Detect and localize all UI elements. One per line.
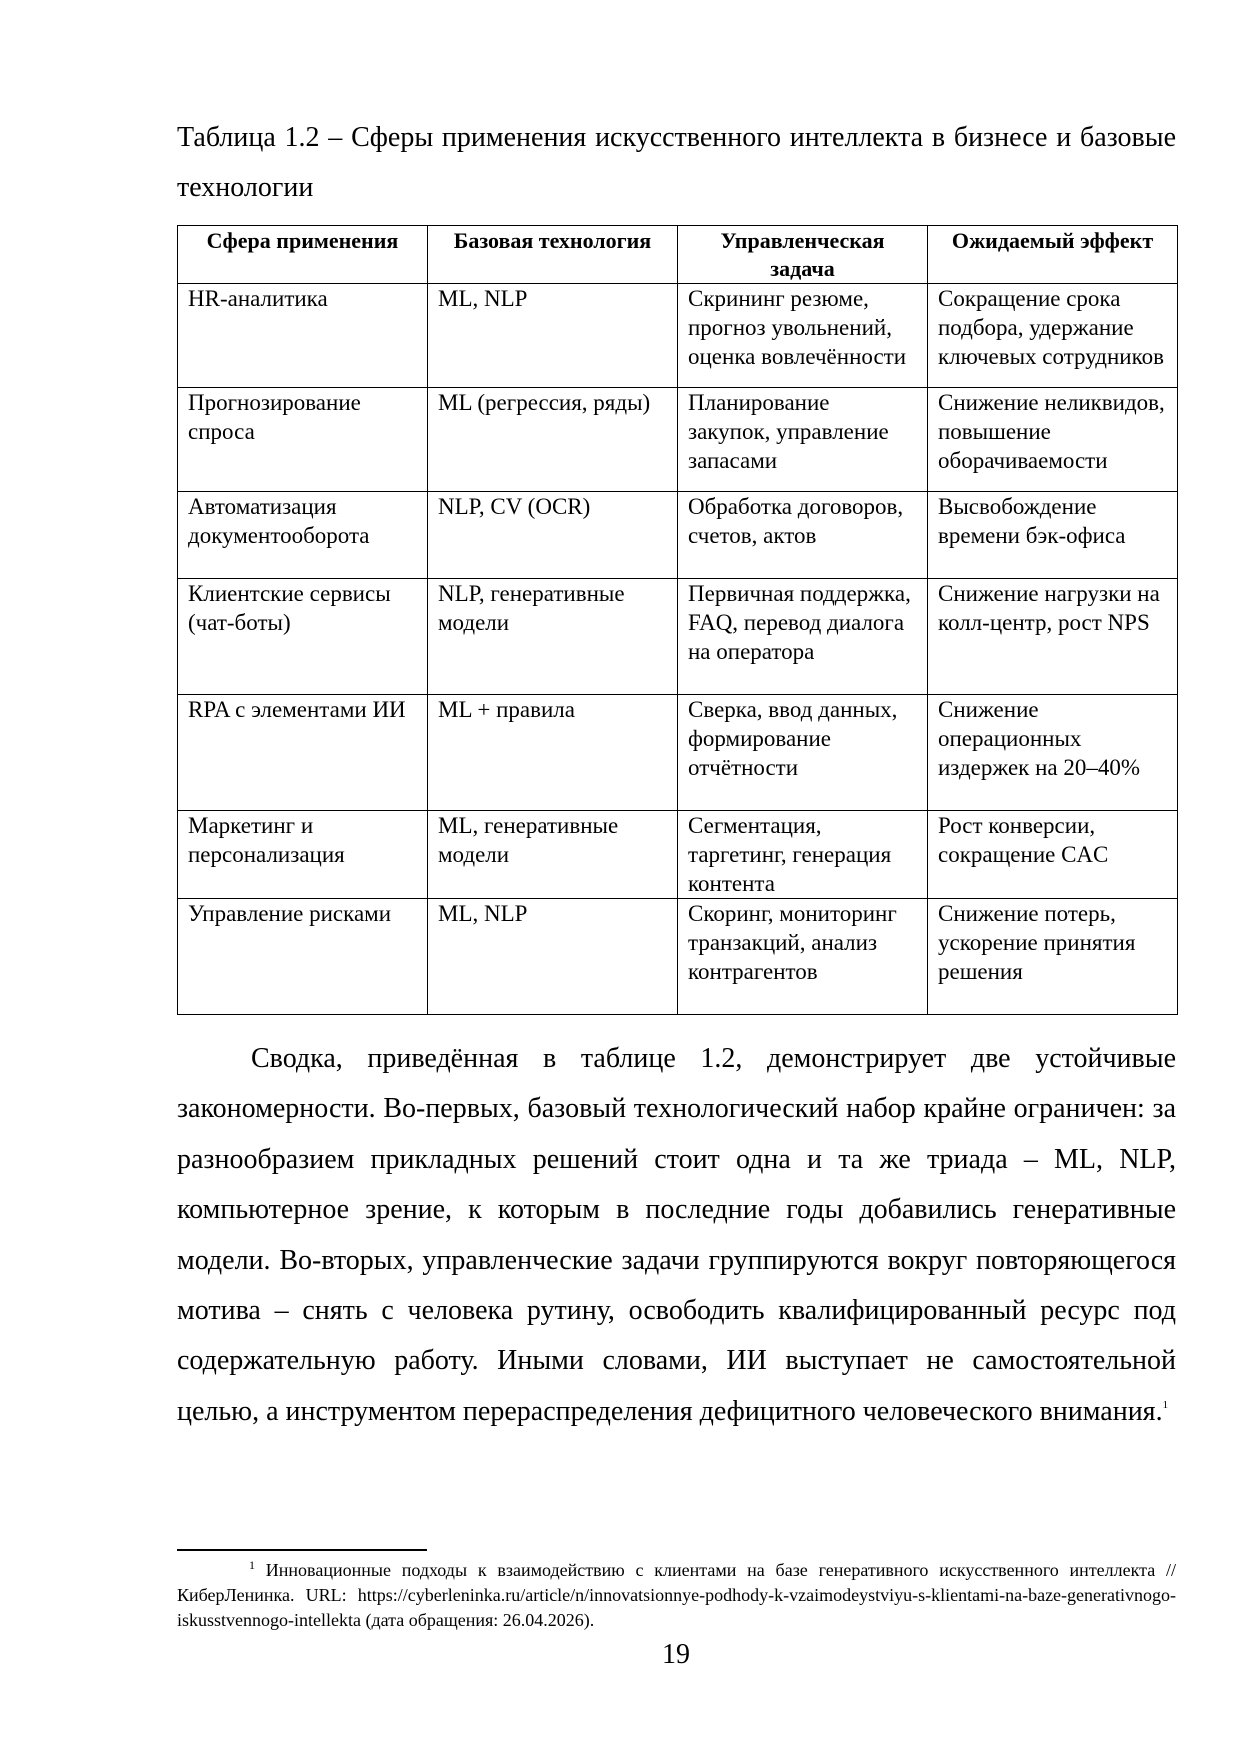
table-cell: Обработка договоров, счетов, актов	[678, 492, 928, 579]
column-header: Ожидаемый эффект	[928, 226, 1178, 284]
body-paragraph	[177, 1034, 1176, 1437]
table-cell: Снижение операционных издержек на 20–40%	[928, 695, 1178, 811]
table-cell: Рост конверсии, сокращение CAC	[928, 811, 1178, 899]
table-row	[178, 899, 1178, 1015]
table-cell: Маркетинг и персонализация	[178, 811, 428, 899]
table-cell: Клиентские сервисы (чат-боты)	[178, 579, 428, 695]
table-row	[178, 492, 1178, 579]
table-cell: Снижение неликвидов, повышение оборачиваемости	[928, 388, 1178, 492]
table-cell: RPA с элементами ИИ	[178, 695, 428, 811]
table-cell: ML, генеративные модели	[428, 811, 678, 899]
table-cell: NLP, CV (OCR)	[428, 492, 678, 579]
ai-applications-table	[177, 225, 1178, 1015]
table-cell: Первичная поддержка, FAQ, перевод диалога на оператора	[678, 579, 928, 695]
footnote	[177, 1558, 1176, 1633]
table-cell: ML + правила	[428, 695, 678, 811]
table-cell: Снижение нагрузки на колл-центр, рост NPS	[928, 579, 1178, 695]
table-cell: Сокращение срока подбора, удержание ключевых сотрудников	[928, 284, 1178, 388]
footnote-text: Инновационные подходы к взаимодействию с клиентами на базе генеративного искусственного интеллекта // КиберЛенинка. URL: https://cyberleninka.ru/article/n/innovatsionnye-podhody-k-vzaimodeystviyu-s-klientami-na-baze-generativnogo-iskusstvennogo-intellekta (дата обращения: 26.04.2026).	[177, 1560, 1177, 1630]
table-caption: Таблица 1.2 – Сферы применения искусственного интеллекта в бизнесе и базовые технологии	[177, 122, 1176, 203]
table-cell: Управление рисками	[178, 899, 428, 1015]
column-header: Базовая технология	[428, 226, 678, 284]
table-cell: ML, NLP	[428, 899, 678, 1015]
table-row	[178, 579, 1178, 695]
table-cell: Высвобождение времени бэк-офиса	[928, 492, 1178, 579]
table-row	[178, 811, 1178, 899]
body-paragraph-text: Сводка, приведённая в таблице 1.2, демонстрирует две устойчивые закономерности. Во-первых, базовый технологический набор крайне ограничен: за разнообразием прикладных решений стоит одна и та же триада – ML, NLP, компьютерное зрение, к которым в последние годы добавились генеративные модели. Во-вторых, управленческие задачи группируются вокруг повторяющегося мотива – снять с человека рутину, освободить квалифицированный ресурс под содержательную работу. Иными словами, ИИ выступает не самостоятельной целью, а инструментом перераспределения дефицитного человеческого внимания.	[177, 1043, 1176, 1427]
footnote-reference[interactable]: 1	[1162, 1398, 1169, 1411]
table-cell: Планирование закупок, управление запасами	[678, 388, 928, 492]
table-cell: ML (регрессия, ряды)	[428, 388, 678, 492]
column-header: Управленческая задача	[678, 226, 928, 284]
footnote-marker: 1	[249, 1558, 255, 1572]
table-header-row	[178, 226, 1178, 284]
page-number: 19	[662, 1639, 690, 1670]
table-row	[178, 284, 1178, 388]
table-cell: Снижение потерь, ускорение принятия решения	[928, 899, 1178, 1015]
table-cell: Автоматизация документооборота	[178, 492, 428, 579]
table-cell: Скоринг, мониторинг транзакций, анализ контрагентов	[678, 899, 928, 1015]
table-cell: Скрининг резюме, прогноз увольнений, оценка вовлечённости	[678, 284, 928, 388]
table-row	[178, 695, 1178, 811]
table-cell: Прогнозирование спроса	[178, 388, 428, 492]
table-cell: ML, NLP	[428, 284, 678, 388]
table-cell: HR-аналитика	[178, 284, 428, 388]
table-row	[178, 388, 1178, 492]
table-cell: Сверка, ввод данных, формирование отчётности	[678, 695, 928, 811]
table-cell: NLP, генеративные модели	[428, 579, 678, 695]
column-header: Сфера применения	[178, 226, 428, 284]
table-cell: Сегментация, таргетинг, генерация контента	[678, 811, 928, 899]
footnote-separator	[177, 1549, 427, 1551]
